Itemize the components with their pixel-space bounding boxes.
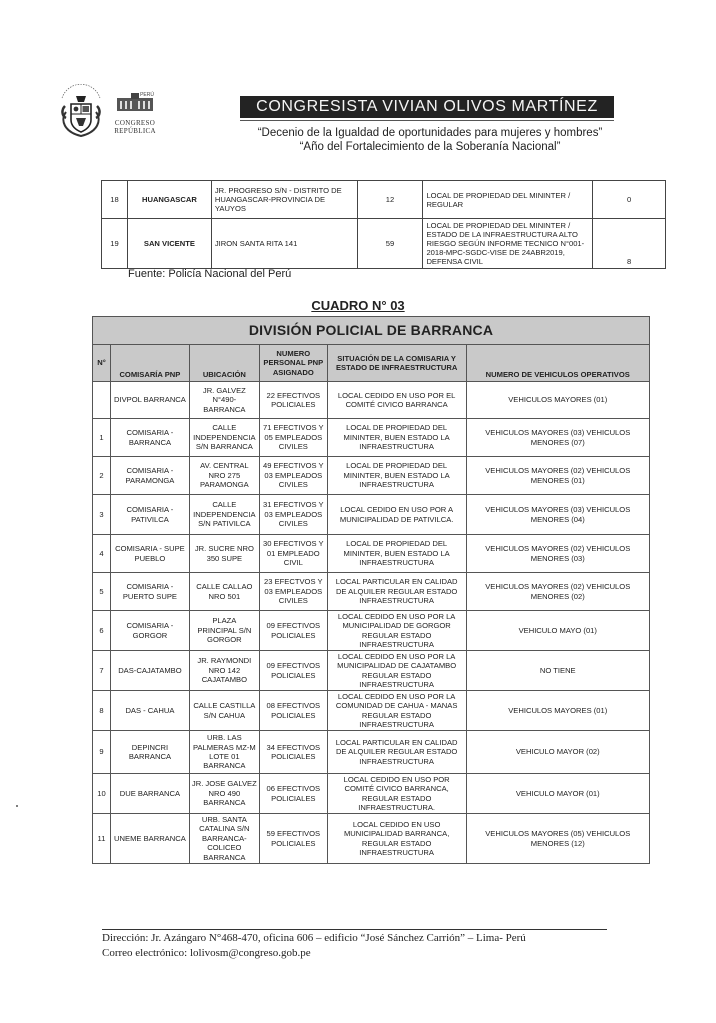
vehiculos-operativos: VEHICULOS MAYORES (03) VEHICULOS MENORES (07) [466, 419, 649, 457]
vehiculos-operativos: VEHICULO MAYO (01) [466, 611, 649, 651]
decenio-motto [200, 126, 660, 154]
row-number: 11 [93, 814, 111, 864]
header-vehiculos: NUMERO DE VEHICULOS OPERATIVOS [466, 345, 649, 382]
situacion-infraestructura: LOCAL DE PROPIEDAD DEL MININTER, BUEN ESTADO LA INFRAESTRUCTURA [327, 419, 466, 457]
ubicacion: JR. SUCRE NRO 350 SUPE [189, 535, 259, 573]
ubicacion: CALLE CASTILLA S/N CAHUA [189, 691, 259, 731]
comisaria-name: HUANGASCAR [127, 181, 211, 219]
situacion-infraestructura: LOCAL CEDIDO EN USO POR A MUNICIPALIDAD DE PATIVILCA. [327, 495, 466, 535]
table-row [93, 573, 650, 611]
logo-line-2: REPÚBLICA [114, 127, 156, 135]
comisaria-name: DAS-CAJATAMBO [110, 651, 189, 691]
cuadro-title: CUADRO N° 03 [311, 298, 405, 313]
vehiculos-operativos: VEHICULO MAYOR (02) [466, 731, 649, 774]
header-situacion: SITUACIÓN DE LA COMISARIA Y ESTADO DE INFRAESTRUCTURA [327, 345, 466, 382]
banner-rule [240, 120, 614, 121]
personal-asignado: 30 EFECTIVOS Y 01 EMPLEADO CIVIL [259, 535, 327, 573]
personal-asignado: 23 EFECTVOS Y 03 EMPLEADOS CIVILES [259, 573, 327, 611]
header-ubicacion: UBICACIÓN [189, 345, 259, 382]
row-number: 4 [93, 535, 111, 573]
comisaria-name: COMISARIA - GORGOR [110, 611, 189, 651]
vehiculos-operativos: VEHICULOS MAYORES (02) VEHICULOS MENORES (02) [466, 573, 649, 611]
vehiculos-operativos: NO TIENE [466, 651, 649, 691]
situacion-infraestructura: LOCAL CEDIDO EN USO POR LA MUNICIPALIDAD DE GORGOR REGULAR ESTADO INFRAESTRUCTURA [327, 611, 466, 651]
ubicacion: JIRON SANTA RITA 141 [211, 219, 357, 269]
ubicacion: JR. JOSE GALVEZ NRO 490 BARRANCA [189, 774, 259, 814]
situacion-infraestructura: LOCAL DE PROPIEDAD DEL MININTER, BUEN ESTADO LA INFRAESTRUCTURA [327, 535, 466, 573]
vehiculos-operativos: VEHICULOS MAYORES (02) VEHICULOS MENORES (01) [466, 457, 649, 495]
division-barranca-table [92, 316, 650, 864]
footer-email: Correo electrónico: lolivosm@congreso.gob.pe [102, 947, 311, 959]
ubicacion: CALLE INDEPENDENCIA S/N BARRANCA [189, 419, 259, 457]
ubicacion: URB. LAS PALMERAS MZ-M LOTE 01 BARRANCA [189, 731, 259, 774]
table-header-row [93, 345, 650, 382]
logo-line-1: CONGRESO [114, 119, 156, 127]
comisaria-name: DAS - CAHUA [110, 691, 189, 731]
personal-asignado: 22 EFECTIVOS POLICIALES [259, 382, 327, 419]
ubicacion: JR. RAYMONDI NRO 142 CAJATAMBO [189, 651, 259, 691]
row-number: 18 [102, 181, 128, 219]
situacion-infraestructura: LOCAL PARTICULAR EN CALIDAD DE ALQUILER REGULAR ESTADO INFRAESTRUCTURA [327, 573, 466, 611]
personal-asignado: 09 EFECTIVOS POLICIALES [259, 651, 327, 691]
comisaria-name: UNEME BARRANCA [110, 814, 189, 864]
situacion: LOCAL DE PROPIEDAD DEL MININTER / REGULAR [423, 181, 593, 219]
vehiculos-operativos: VEHICULOS MAYORES (01) [466, 382, 649, 419]
decenio-line: “Decenio de la Igualdad de oportunidades para mujeres y hombres” [257, 127, 603, 139]
situacion-infraestructura: LOCAL CEDIDO EN USO POR COMITÉ CIVICO BARRANCA, REGULAR ESTADO INFRAESTRUCTURA. [327, 774, 466, 814]
table-row [93, 691, 650, 731]
situacion: LOCAL DE PROPIEDAD DEL MININTER / ESTADO DE LA INFRAESTRUCTURA ALTO RIESGO SEGÚN INFORME TECNICO N°001-2018-MPC-SGDC-VISE DE 24ABR2019, DEFENSA CIVIL [423, 219, 593, 269]
table-row [93, 611, 650, 651]
header-personal: NUMERO PERSONAL PNP ASIGNADO [259, 345, 327, 382]
row-number: 2 [93, 457, 111, 495]
ubicacion: CALLE CALLAO NRO 501 [189, 573, 259, 611]
personal-asignado: 34 EFECTIVOS POLICIALES [259, 731, 327, 774]
personal-count: 59 [357, 219, 423, 269]
vehiculos-operativos: VEHICULOS MAYORES (02) VEHICULOS MENORES (03) [466, 535, 649, 573]
situacion-infraestructura: LOCAL CEDIDO EN USO POR LA MUNICIPALIDAD DE CAJATAMBO REGULAR ESTADO INFRAESTRUCTURA [327, 651, 466, 691]
row-number: 5 [93, 573, 111, 611]
ubicacion: CALLE INDEPENDENCIA S/N PATIVILCA [189, 495, 259, 535]
table-row [102, 219, 666, 269]
vehiculos-count: 0 [593, 181, 666, 219]
scan-mark [16, 805, 18, 807]
comisaria-name: SAN VICENTE [127, 219, 211, 269]
situacion-infraestructura: LOCAL PARTICULAR EN CALIDAD DE ALQUILER REGULAR ESTADO INFRAESTRUCTURA [327, 731, 466, 774]
comisaria-name: DEPINCRI BARRANCA [110, 731, 189, 774]
personal-asignado: 31 EFECTIVOS Y 03 EMPLEADOS CIVILES [259, 495, 327, 535]
situacion-infraestructura: LOCAL CEDIDO EN USO POR LA COMUNIDAD DE CAHUA - MANAS REGULAR ESTADO INFRAESTRUCTURA [327, 691, 466, 731]
previous-table-continuation [101, 180, 666, 269]
vehiculos-operativos: VEHICULOS MAYORES (01) [466, 691, 649, 731]
comisaria-name: DIVPOL BARRANCA [110, 382, 189, 419]
ubicacion: JR. PROGRESO S/N - DISTRITO DE HUANGASCAR-PROVINCIA DE YAUYOS [211, 181, 357, 219]
vehiculos-operativos: VEHICULOS MAYORES (03) VEHICULOS MENORES (04) [466, 495, 649, 535]
footer-rule [102, 929, 607, 930]
row-number: 7 [93, 651, 111, 691]
comisaria-name: COMISARIA - PARAMONGA [110, 457, 189, 495]
table-row [93, 419, 650, 457]
row-number [93, 382, 111, 419]
personal-count: 12 [357, 181, 423, 219]
comisaria-name: COMISARIA - PUERTO SUPE [110, 573, 189, 611]
ubicacion: AV. CENTRAL NRO 275 PARAMONGA [189, 457, 259, 495]
personal-asignado: 09 EFECTIVOS POLICIALES [259, 611, 327, 651]
row-number: 3 [93, 495, 111, 535]
comisaria-name: COMISARIA - BARRANCA [110, 419, 189, 457]
source-note: Fuente: Policía Nacional del Perú [128, 268, 292, 280]
footer [102, 931, 526, 961]
congresista-banner: CONGRESISTA VIVIAN OLIVOS MARTÍNEZ [240, 96, 614, 118]
table-body [93, 382, 650, 864]
table-row [93, 731, 650, 774]
ubicacion: JR. GALVEZ N°490-BARRANCA [189, 382, 259, 419]
situacion-infraestructura: LOCAL CEDIDO EN USO MUNICIPALIDAD BARRANCA, REGULAR ESTADO INFRAESTRUCTURA [327, 814, 466, 864]
personal-asignado: 71 EFECTIVOS Y 05 EMPLEADOS CIVILES [259, 419, 327, 457]
logo-small-text: PERÚ [140, 92, 154, 98]
row-number: 9 [93, 731, 111, 774]
table-row [102, 181, 666, 219]
row-number: 19 [102, 219, 128, 269]
table-title-row [93, 317, 650, 345]
situacion-infraestructura: LOCAL DE PROPIEDAD DEL MININTER, BUEN ESTADO LA INFRAESTRUCTURA [327, 457, 466, 495]
congreso-republica-logo [110, 92, 160, 140]
table-row [93, 535, 650, 573]
personal-asignado: 06 EFECTIVOS POLICIALES [259, 774, 327, 814]
row-number: 8 [93, 691, 111, 731]
ubicacion: PLAZA PRINCIPAL S/N GORGOR [189, 611, 259, 651]
table-row [93, 382, 650, 419]
table-row [93, 457, 650, 495]
peru-coat-of-arms-seal [56, 82, 106, 138]
footer-address: Dirección: Jr. Azángaro N°468-470, oficina 606 – edificio “José Sánchez Carrión” – Lima- Perú [102, 932, 526, 944]
personal-asignado: 49 EFECTIVOS Y 03 EMPLEADOS CIVILES [259, 457, 327, 495]
anio-line: “Año del Fortalecimiento de la Soberanía Nacional” [299, 141, 561, 153]
table-row [93, 495, 650, 535]
vehiculos-operativos: VEHICULOS MAYORES (05) VEHICULOS MENORES (12) [466, 814, 649, 864]
situacion-infraestructura: LOCAL CEDIDO EN USO POR EL COMITÉ CIVICO BARRANCA [327, 382, 466, 419]
ubicacion: URB. SANTA CATALINA S/N BARRANCA-COLICEO BARRANCA [189, 814, 259, 864]
table-row [93, 814, 650, 864]
vehiculos-count: 8 [593, 219, 666, 269]
table-row [93, 651, 650, 691]
row-number: 6 [93, 611, 111, 651]
row-number: 10 [93, 774, 111, 814]
vehiculos-operativos: VEHICULO MAYOR (01) [466, 774, 649, 814]
header-comisaria: COMISARÍA PNP [110, 345, 189, 382]
comisaria-name: DUE BARRANCA [110, 774, 189, 814]
comisaria-name: COMISARIA - PATIVILCA [110, 495, 189, 535]
table-row [93, 774, 650, 814]
comisaria-name: COMISARIA - SUPE PUEBLO [110, 535, 189, 573]
row-number: 1 [93, 419, 111, 457]
table-title: DIVISIÓN POLICIAL DE BARRANCA [93, 317, 650, 345]
personal-asignado: 59 EFECTIVOS POLICIALES [259, 814, 327, 864]
personal-asignado: 08 EFECTIVOS POLICIALES [259, 691, 327, 731]
header-n: N° [93, 345, 111, 382]
